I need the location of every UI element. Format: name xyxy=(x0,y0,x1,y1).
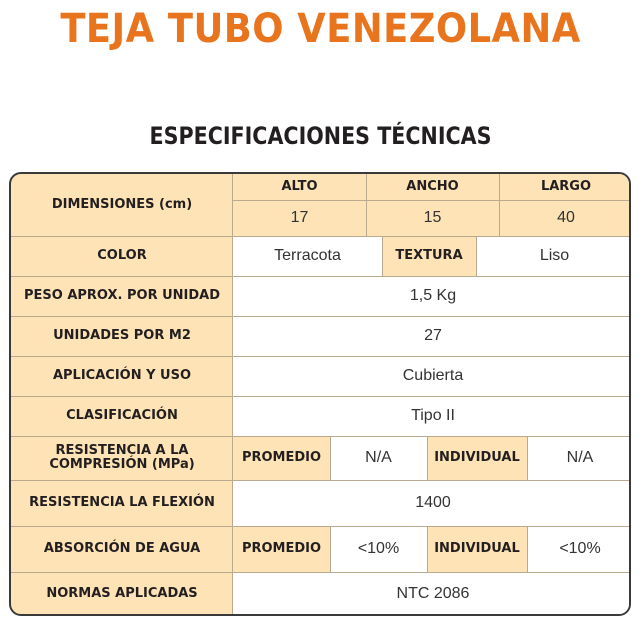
absorcion-individual-label: INDIVIDUAL xyxy=(427,526,527,572)
section-subtitle: ESPECIFICACIONES TÉCNICAS xyxy=(149,122,492,150)
grid-line xyxy=(330,436,331,480)
absorcion-label: ABSORCIÓN DE AGUA xyxy=(43,540,201,556)
resistencia-flexion-label: RESISTENCIA LA FLEXIÓN xyxy=(29,494,215,510)
grid-line xyxy=(330,526,331,572)
peso-value: 1,5 Kg xyxy=(233,276,631,316)
textura-label: TEXTURA xyxy=(382,236,476,276)
grid-line xyxy=(11,236,631,237)
alto-header: ALTO xyxy=(233,174,366,200)
dimensiones-label: DIMENSIONES (cm) xyxy=(51,196,193,212)
alto-value: 17 xyxy=(233,200,366,236)
compresion-promedio-value: N/A xyxy=(330,436,427,480)
resistencia-compresion-label-line1: RESISTENCIA A LA xyxy=(55,442,189,458)
compresion-individual-value: N/A xyxy=(527,436,631,480)
grid-line xyxy=(11,396,631,397)
clasificacion-label: CLASIFICACIÓN xyxy=(66,407,178,423)
aplicacion-label: APLICACIÓN Y USO xyxy=(52,367,192,383)
grid-line xyxy=(11,276,631,277)
color-label: COLOR xyxy=(97,247,147,263)
compresion-individual-label: INDIVIDUAL xyxy=(427,436,527,480)
grid-line xyxy=(11,316,631,317)
grid-line xyxy=(233,200,631,201)
grid-line xyxy=(382,236,383,276)
grid-line xyxy=(427,526,428,572)
grid-line xyxy=(11,572,631,573)
resistencia-compresion-label-line2: COMPRESIÓN (MPa) xyxy=(49,457,195,472)
page-title: TEJA TUBO VENEZOLANA xyxy=(60,6,581,52)
normas-label: NORMAS APLICADAS xyxy=(46,585,198,601)
resistencia-flexion-value: 1400 xyxy=(233,480,631,526)
largo-value: 40 xyxy=(499,200,631,236)
grid-line xyxy=(232,174,233,616)
unidades-value: 27 xyxy=(233,316,631,356)
largo-header: LARGO xyxy=(499,174,631,200)
color-value: Terracota xyxy=(233,236,382,276)
grid-line xyxy=(11,526,631,527)
grid-line xyxy=(499,174,500,236)
absorcion-individual-value: <10% xyxy=(527,526,631,572)
grid-line xyxy=(366,174,367,236)
clasificacion-value: Tipo II xyxy=(233,396,631,436)
normas-value: NTC 2086 xyxy=(233,572,631,616)
resistencia-compresion-label xyxy=(11,436,233,480)
unidades-label: UNIDADES POR M2 xyxy=(53,327,191,343)
compresion-promedio-label: PROMEDIO xyxy=(233,436,330,480)
grid-line xyxy=(527,526,528,572)
grid-line xyxy=(11,436,631,437)
grid-line xyxy=(476,236,477,276)
absorcion-promedio-label: PROMEDIO xyxy=(233,526,330,572)
ancho-value: 15 xyxy=(366,200,499,236)
specifications-table xyxy=(9,172,631,616)
grid-line xyxy=(427,436,428,480)
aplicacion-value: Cubierta xyxy=(233,356,631,396)
absorcion-promedio-value: <10% xyxy=(330,526,427,572)
grid-line xyxy=(527,436,528,480)
ancho-header: ANCHO xyxy=(366,174,499,200)
peso-label: PESO APROX. POR UNIDAD xyxy=(23,287,221,303)
textura-value: Liso xyxy=(476,236,631,276)
grid-line xyxy=(11,480,631,481)
grid-line xyxy=(11,356,631,357)
